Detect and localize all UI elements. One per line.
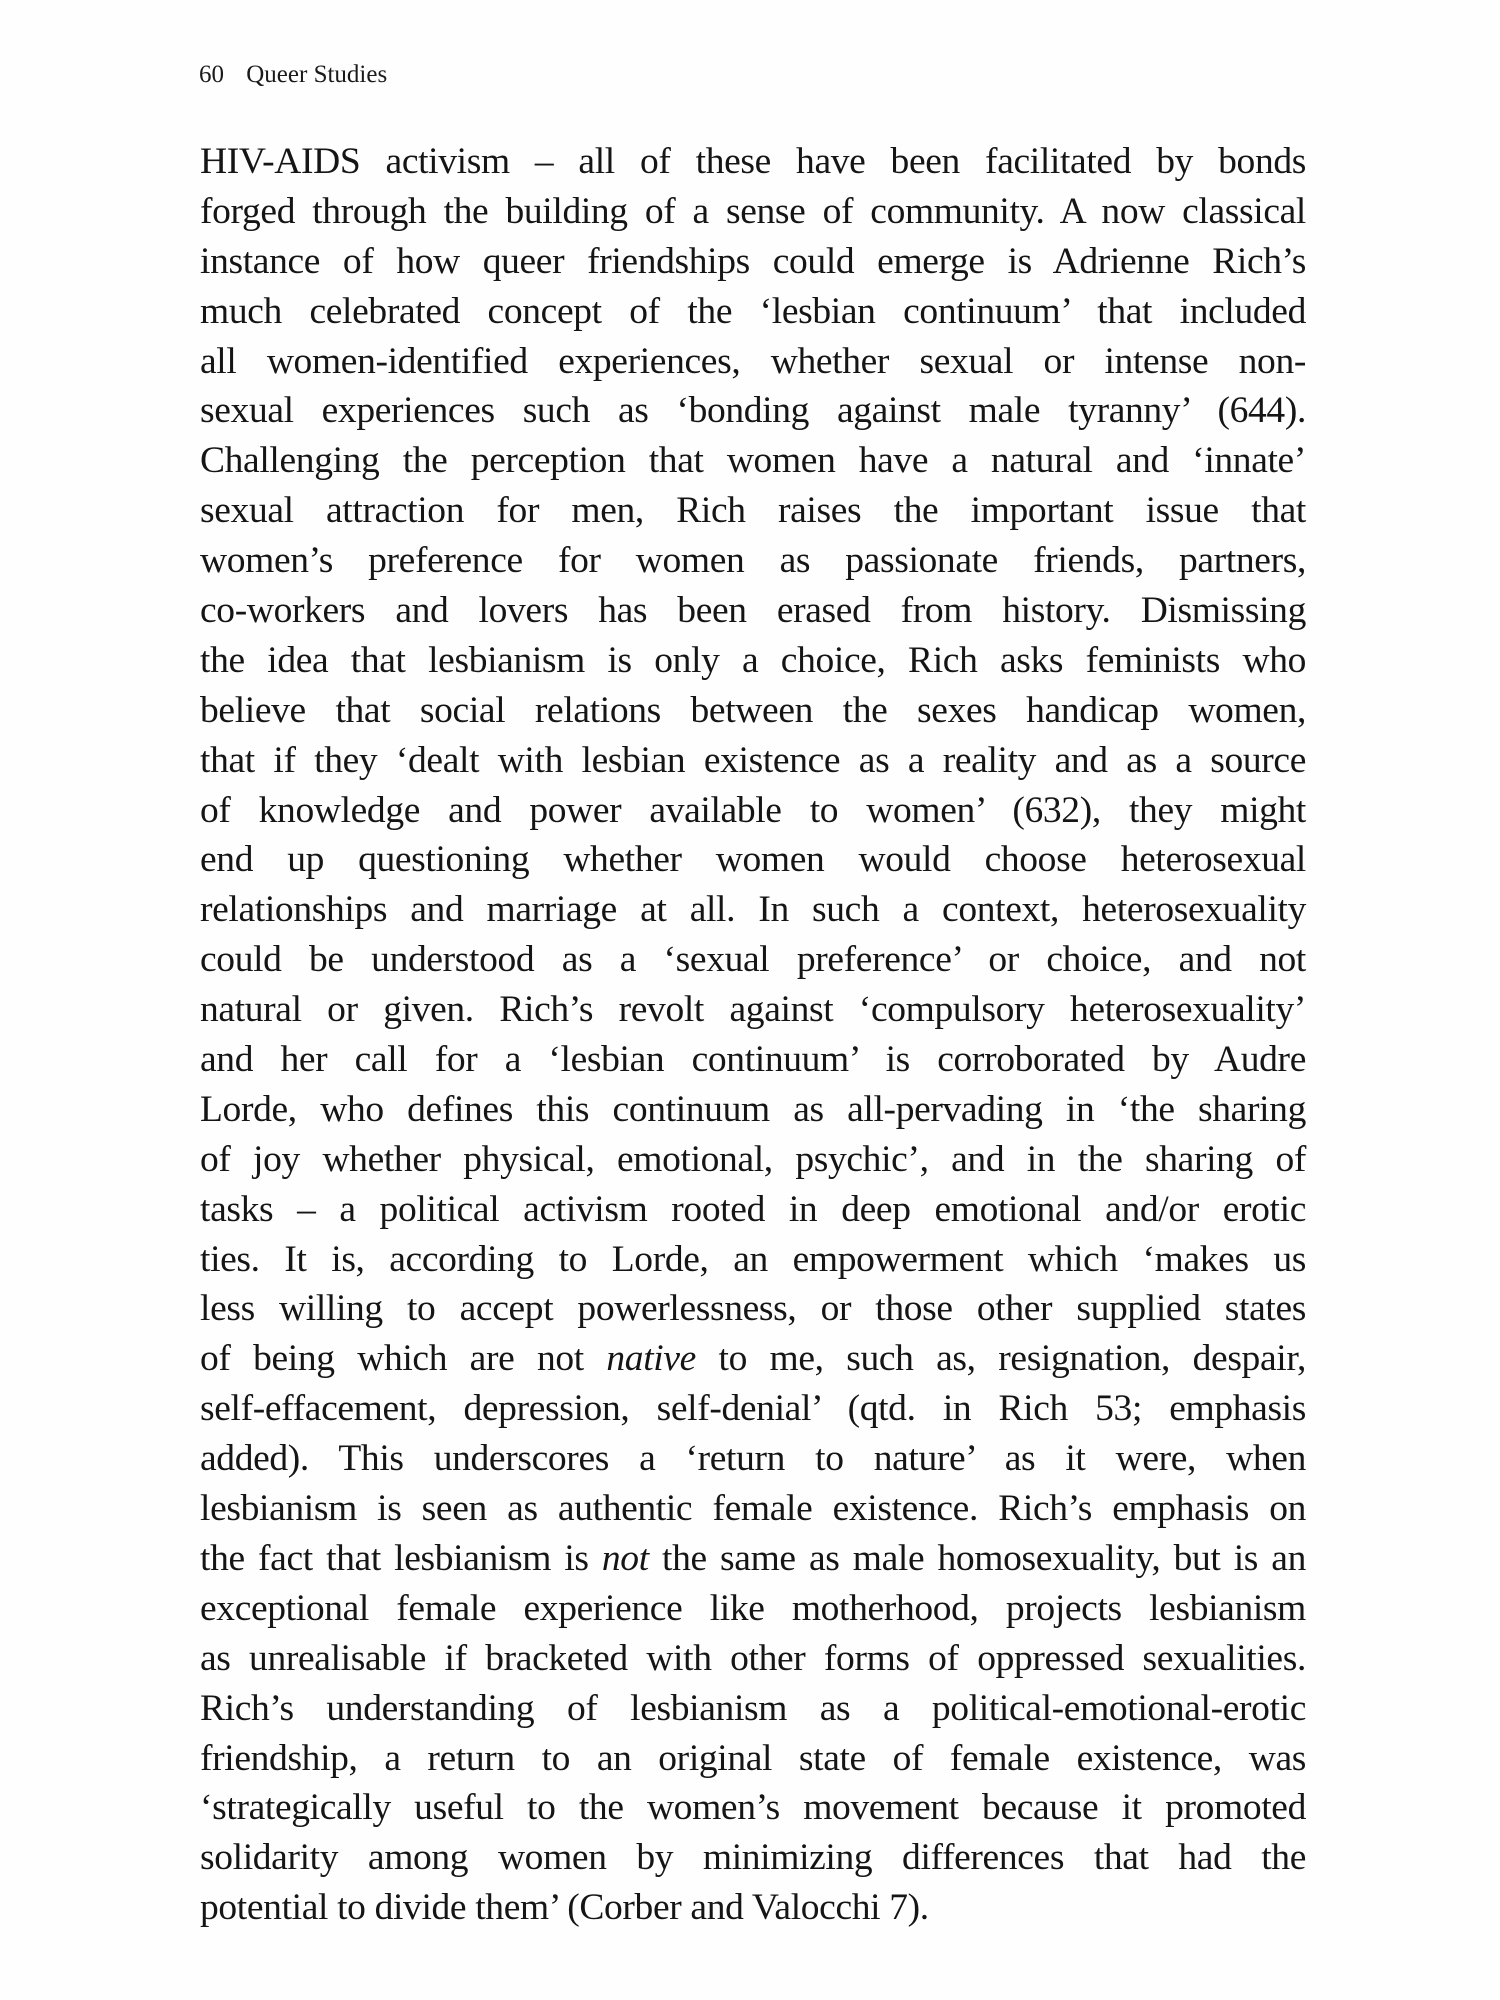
text-line xyxy=(200,1284,1306,1334)
text-line xyxy=(200,885,1306,935)
text-line xyxy=(200,985,1306,1035)
text-segment: self-effacement, depression, self-denial’ (qtd. in Rich 53; emphasis xyxy=(200,1388,1306,1430)
text-line xyxy=(200,436,1306,486)
text-segment: sexual attraction for men, Rich raises the important issue that xyxy=(200,490,1306,532)
text-line xyxy=(200,1135,1306,1185)
text-segment: of joy whether physical, emotional, psychic’, and in the sharing of xyxy=(200,1138,1306,1180)
text-line xyxy=(200,536,1306,586)
running-head xyxy=(199,60,387,90)
text-line xyxy=(200,237,1306,287)
text-segment: women’s preference for women as passionate friends, partners, xyxy=(200,540,1306,582)
text-line xyxy=(200,786,1306,836)
text-line xyxy=(200,1634,1306,1684)
text-segment: natural or given. Rich’s revolt against ‘compulsory heterosexuality’ xyxy=(200,989,1306,1031)
text-line xyxy=(200,1185,1306,1235)
text-line xyxy=(200,736,1306,786)
body-paragraph xyxy=(200,137,1306,1933)
text-line xyxy=(200,1035,1306,1085)
text-line xyxy=(200,1584,1306,1634)
emphasized-text: native xyxy=(606,1338,696,1380)
text-segment: HIV-AIDS activism – all of these have been facilitated by bonds xyxy=(200,141,1306,182)
text-segment: Rich’s understanding of lesbianism as a political-emotional-erotic xyxy=(200,1687,1306,1729)
text-segment: end up questioning whether women would choose heterosexual xyxy=(200,839,1306,881)
text-line xyxy=(200,935,1306,985)
text-line xyxy=(200,486,1306,536)
text-segment: friendship, a return to an original state of female existence, was xyxy=(200,1737,1306,1779)
text-segment: Challenging the perception that women have a natural and ‘innate’ xyxy=(200,440,1306,482)
text-line xyxy=(200,137,1306,187)
text-segment: instance of how queer friendships could emerge is Adrienne Rich’s xyxy=(200,240,1306,282)
text-line xyxy=(200,1085,1306,1135)
text-line xyxy=(200,1334,1306,1384)
text-segment: to me, such as, resignation, despair, xyxy=(695,1338,1306,1380)
text-line xyxy=(200,686,1306,736)
text-line xyxy=(200,1833,1306,1883)
text-segment: Lorde, who defines this continuum as all-pervading in ‘the sharing xyxy=(200,1088,1306,1130)
text-segment: relationships and marriage at all. In such a context, heterosexuality xyxy=(200,889,1306,931)
text-segment: added). This underscores a ‘return to nature’ as it were, when xyxy=(200,1438,1307,1480)
text-segment: co-workers and lovers has been erased from history. Dismissing xyxy=(200,590,1306,632)
text-line xyxy=(200,287,1306,337)
text-line xyxy=(200,1883,1306,1933)
text-line xyxy=(200,586,1306,636)
book-title: Queer Studies xyxy=(246,61,388,88)
text-segment: less willing to accept powerlessness, or those other supplied states xyxy=(200,1288,1307,1330)
text-segment: of being which are not xyxy=(200,1338,607,1380)
text-segment: believe that social relations between the sexes handicap women, xyxy=(200,689,1306,731)
text-line xyxy=(200,386,1306,436)
text-segment: potential to divide them’ (Corber and Valocchi 7). xyxy=(200,1887,929,1929)
text-line xyxy=(200,1783,1306,1833)
text-segment: all women-identified experiences, whether sexual or intense non- xyxy=(200,340,1306,382)
text-segment: and her call for a ‘lesbian continuum’ is corroborated by Audre xyxy=(200,1039,1306,1081)
text-segment: that if they ‘dealt with lesbian existence as a reality and as a source xyxy=(200,739,1306,781)
text-line xyxy=(200,1384,1306,1434)
text-line xyxy=(200,835,1306,885)
text-line xyxy=(200,1434,1306,1484)
text-segment: sexual experiences such as ‘bonding against male tyranny’ (644). xyxy=(200,390,1306,432)
text-segment: much celebrated concept of the ‘lesbian continuum’ that included xyxy=(200,290,1306,332)
text-line xyxy=(200,187,1306,237)
text-segment: lesbianism is seen as authentic female existence. Rich’s emphasis on xyxy=(200,1488,1306,1530)
text-segment: of knowledge and power available to women’ (632), they might xyxy=(200,789,1306,831)
text-segment: tasks – a political activism rooted in deep emotional and/or erotic xyxy=(200,1188,1306,1230)
text-segment: the same as male homosexuality, but is an xyxy=(648,1537,1306,1579)
page-number: 60 xyxy=(199,61,224,88)
text-line xyxy=(200,1534,1306,1584)
text-line xyxy=(200,1734,1306,1784)
text-line xyxy=(200,337,1306,387)
text-segment: forged through the building of a sense of community. A now classical xyxy=(200,190,1306,232)
emphasized-text: not xyxy=(601,1537,649,1579)
text-line xyxy=(200,1235,1306,1285)
text-segment: the idea that lesbianism is only a choice, Rich asks feminists who xyxy=(200,639,1306,681)
text-segment: ‘strategically useful to the women’s movement because it promoted xyxy=(200,1787,1307,1829)
text-line xyxy=(200,636,1306,686)
text-segment: the fact that lesbianism is xyxy=(200,1537,602,1579)
text-segment: solidarity among women by minimizing differences that had the xyxy=(200,1837,1306,1879)
text-line xyxy=(200,1684,1306,1734)
text-segment: ties. It is, according to Lorde, an empowerment which ‘makes us xyxy=(200,1238,1306,1280)
text-line xyxy=(200,1484,1306,1534)
text-segment: could be understood as a ‘sexual preference’ or choice, and not xyxy=(200,939,1306,981)
text-segment: exceptional female experience like motherhood, projects lesbianism xyxy=(200,1587,1306,1629)
text-segment: as unrealisable if bracketed with other forms of oppressed sexualities. xyxy=(200,1637,1306,1679)
